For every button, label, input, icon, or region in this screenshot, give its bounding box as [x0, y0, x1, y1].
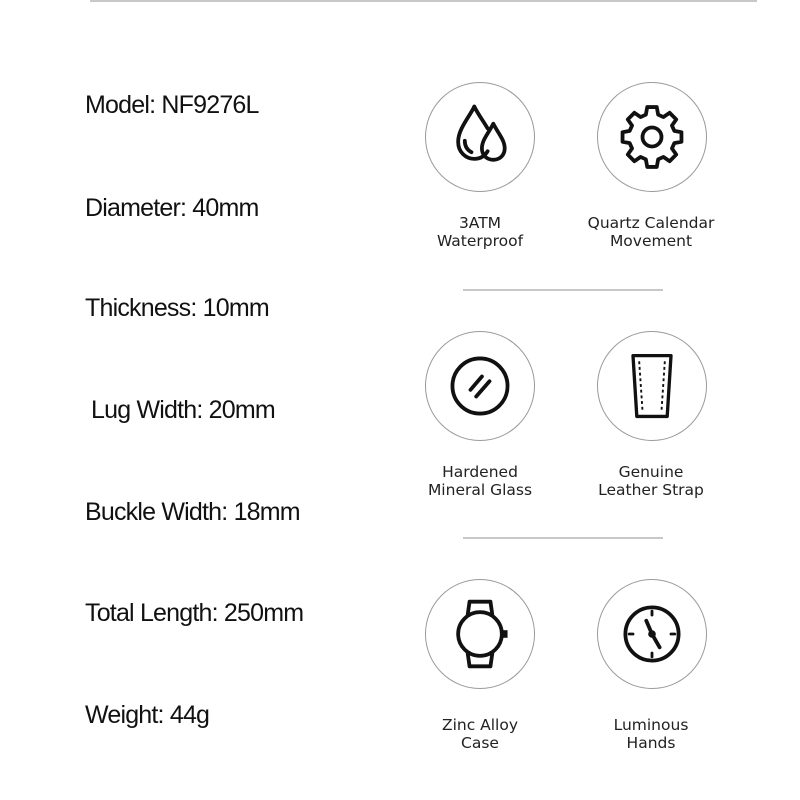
clock-hands-icon — [597, 579, 707, 689]
feature-case-caption: Zinc Alloy Case — [441, 716, 519, 752]
mineral-glass-icon — [425, 331, 535, 441]
row-divider-1 — [463, 289, 663, 291]
spec-model: Model: NF9276L — [85, 91, 259, 119]
spec-diameter: Diameter: 40mm — [85, 194, 259, 222]
row-divider-2 — [463, 537, 663, 539]
top-divider — [90, 0, 757, 2]
leather-strap-icon — [597, 331, 707, 441]
spec-lug-width: Lug Width: 20mm — [91, 396, 275, 424]
feature-glass-caption: Hardened Mineral Glass — [427, 463, 533, 499]
feature-movement-caption: Quartz Calendar Movement — [587, 214, 715, 250]
feature-hands-caption: Luminous Hands — [613, 716, 689, 752]
spec-weight: Weight: 44g — [85, 701, 210, 729]
watch-case-icon — [425, 579, 535, 689]
gear-icon — [597, 82, 707, 192]
water-drops-icon — [425, 82, 535, 192]
feature-waterproof-caption: 3ATM Waterproof — [436, 214, 524, 250]
spec-total-length: Total Length: 250mm — [85, 599, 304, 627]
spec-buckle-width: Buckle Width: 18mm — [85, 498, 300, 526]
feature-strap-caption: Genuine Leather Strap — [598, 463, 704, 499]
spec-thickness: Thickness: 10mm — [85, 294, 269, 322]
